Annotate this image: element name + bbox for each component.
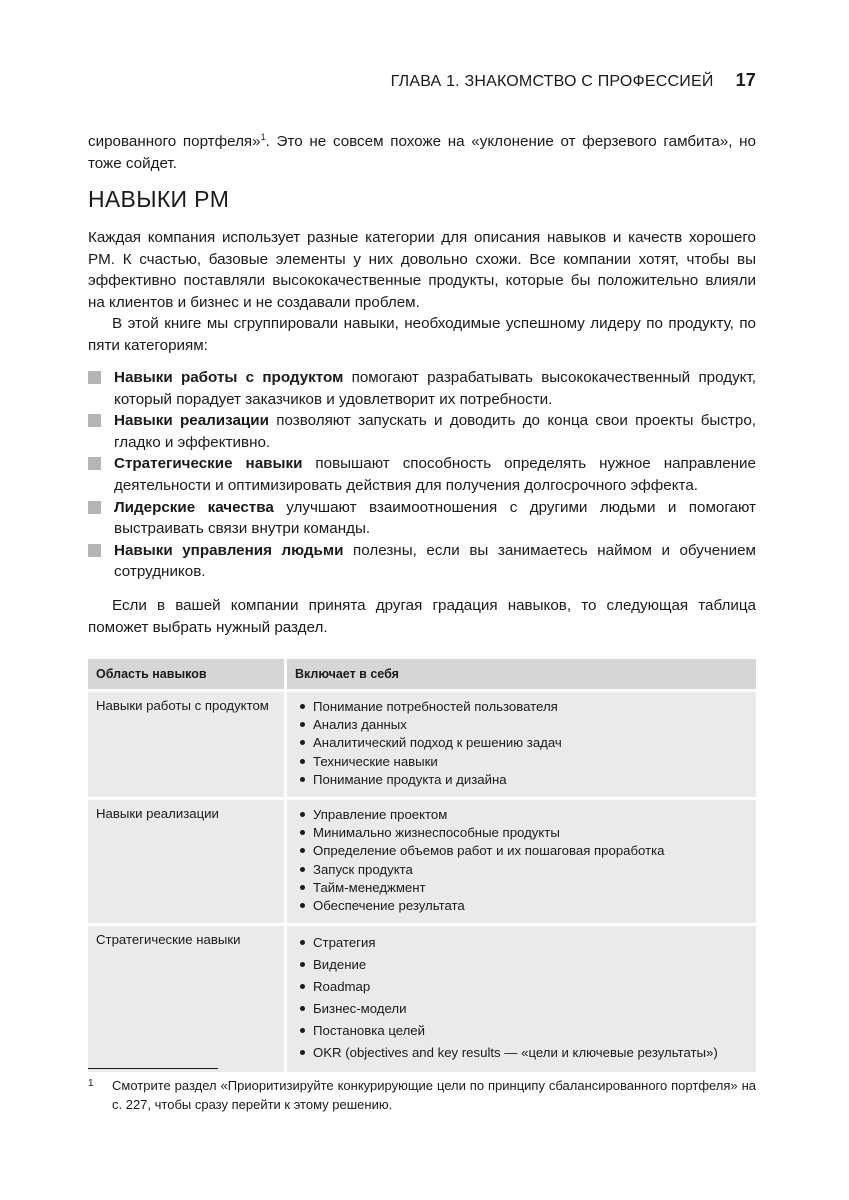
skill-term: Навыки работы с продуктом	[114, 369, 344, 386]
table-list-item: Анализ данных	[295, 716, 748, 734]
list-item	[88, 540, 756, 583]
square-bullet-icon	[88, 371, 101, 384]
footnote-ref[interactable]: 1	[260, 132, 266, 142]
table-list-item: Запуск продукта	[295, 861, 748, 879]
table-list-item: Бизнес-модели	[295, 998, 748, 1020]
continuation-text-end: . Это не совсем похоже на «уклонение от ферзевого гамбита», но тоже сойдет.	[88, 133, 756, 172]
skill-description: позволяют запускать и доводить до конца свои проекты быстро, гладко и эффективно.	[114, 412, 756, 451]
skill-term: Стратегические навыки	[114, 455, 303, 473]
skill-description: улучшают взаимоотношения с другими людьми и помогают выстраивать связи внутри команды.	[114, 498, 757, 538]
chapter-title: ГЛАВА 1. ЗНАКОМСТВО С ПРОФЕССИЕЙ	[390, 73, 714, 90]
continuation-paragraph	[88, 127, 756, 174]
after-list-paragraph: Если в вашей компании принята другая градация навыков, то следующая таблица поможет выбрать нужный раздел.	[88, 597, 756, 636]
table-cell-items	[287, 692, 756, 797]
page-number: 17	[735, 70, 756, 90]
skill-term: Навыки реализации	[114, 412, 269, 430]
list-item	[88, 453, 756, 496]
skills-table	[88, 656, 756, 1075]
table-list-item: Понимание продукта и дизайна	[295, 771, 748, 789]
running-head	[88, 70, 756, 91]
table-cell-items	[287, 926, 756, 1072]
table-row	[88, 800, 756, 923]
table-header-area: Область навыков	[88, 659, 287, 689]
footnote	[88, 1076, 756, 1114]
table-cell-area: Навыки реализации	[88, 800, 287, 923]
list-item	[88, 497, 756, 540]
table-list-item: Roadmap	[295, 976, 748, 998]
footnote-mark: 1	[88, 1078, 94, 1089]
table-cell-area: Стратегические навыки	[88, 926, 287, 1072]
table-list-item: Видение	[295, 954, 748, 976]
skill-term: Навыки управления людьми	[114, 541, 344, 559]
square-bullet-icon	[88, 544, 101, 557]
table-list-item: Определение объемов работ и их пошаговая проработка	[295, 842, 748, 860]
table-row	[88, 692, 756, 797]
section-title: НАВЫКИ PM	[88, 186, 230, 212]
table-header-includes: Включает в себя	[287, 659, 756, 689]
skill-description: помогают разрабатывать высококачественный продукт, который порадует заказчиков и удовлетворит их потребности.	[114, 369, 756, 408]
square-bullet-icon	[88, 457, 101, 470]
table-list-item: Постановка целей	[295, 1020, 748, 1042]
table-list-item: Технические навыки	[295, 753, 748, 771]
table-list-item: OKR (objectives and key results — «цели и ключевые результаты»)	[295, 1042, 748, 1064]
square-bullet-icon	[88, 501, 101, 514]
intro-paragraph: Каждая компания использует разные категории для описания навыков и качеств хорошего PM. К счастью, базовые элементы у них довольно схожи. Все компании хотят, чтобы вы эффективно поставляли высококачественные продукты, которые бы положительно влияли на клиентов и бизнес и не создавали проблем.	[88, 229, 756, 311]
list-item	[88, 410, 756, 453]
table-list-item: Тайм-менеджмент	[295, 879, 748, 897]
skill-description: полезны, если вы занимаетесь наймом и обучением сотрудников.	[114, 541, 757, 581]
continuation-text-start: сированного портфеля»	[88, 133, 261, 151]
table-cell-area: Навыки работы с продуктом	[88, 692, 287, 797]
table-list-item: Аналитический подход к решению задач	[295, 734, 748, 752]
table-row	[88, 926, 756, 1072]
skill-description: повышают способность определять нужное направление деятельности и оптимизировать действия для получения долгосрочного эффекта.	[114, 455, 756, 494]
table-list-item: Понимание потребностей пользователя	[295, 698, 748, 716]
list-item	[88, 367, 756, 410]
table-list-item: Минимально жизнеспособные продукты	[295, 824, 748, 842]
table-list-item: Стратегия	[295, 932, 748, 954]
table-header-row	[88, 659, 756, 689]
footnote-divider	[88, 1068, 218, 1069]
square-bullet-icon	[88, 414, 101, 427]
skills-list	[88, 367, 756, 583]
skill-term: Лидерские качества	[114, 498, 274, 516]
intro-block	[88, 227, 756, 357]
table-list-item: Обеспечение результата	[295, 897, 748, 915]
table-cell-items	[287, 800, 756, 923]
footnote-text: Смотрите раздел «Приоритизируйте конкурирующие цели по принципу сбалансированного портфеля» на с. 227, чтобы сразу перейти к этому решению.	[112, 1078, 756, 1112]
intro-paragraph: В этой книге мы сгруппировали навыки, необходимые успешному лидеру по продукту, по пяти категориям:	[88, 315, 756, 354]
table-list-item: Управление проектом	[295, 806, 748, 824]
